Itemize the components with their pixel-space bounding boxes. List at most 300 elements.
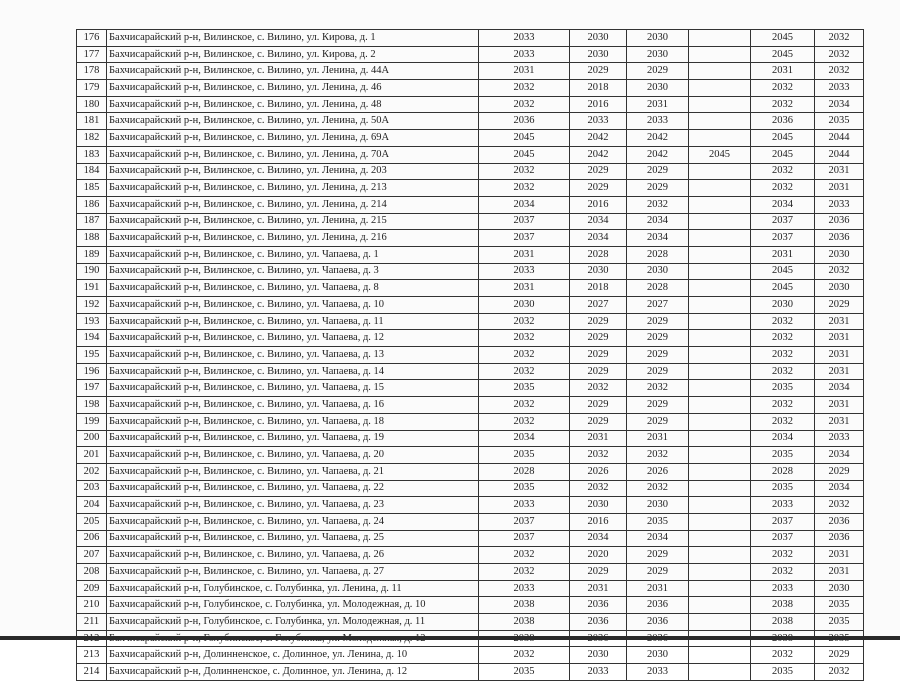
address-cell: Бахчисарайский р-н, Вилинское, с. Вилино, ул. Ленина, д. 203 bbox=[107, 163, 479, 180]
year-cell: 2029 bbox=[570, 397, 627, 414]
year-cell bbox=[689, 180, 751, 197]
address-cell: Бахчисарайский р-н, Вилинское, с. Вилино, ул. Чапаева, д. 21 bbox=[107, 463, 479, 480]
year-cell bbox=[689, 664, 751, 681]
year-cell: 2031 bbox=[570, 430, 627, 447]
year-cell: 2031 bbox=[815, 180, 864, 197]
year-cell: 2042 bbox=[627, 130, 689, 147]
year-cell: 2037 bbox=[751, 213, 815, 230]
row-number-cell: 209 bbox=[77, 580, 107, 597]
address-cell: Бахчисарайский р-н, Вилинское, с. Вилино, ул. Кирова, д. 2 bbox=[107, 46, 479, 63]
year-cell: 2029 bbox=[627, 313, 689, 330]
year-cell: 2037 bbox=[751, 513, 815, 530]
row-number-cell: 187 bbox=[77, 213, 107, 230]
year-cell: 2032 bbox=[479, 564, 570, 581]
address-cell: Бахчисарайский р-н, Вилинское, с. Вилино, ул. Чапаева, д. 13 bbox=[107, 347, 479, 364]
address-cell: Бахчисарайский р-н, Вилинское, с. Вилино, ул. Чапаева, д. 22 bbox=[107, 480, 479, 497]
year-cell bbox=[689, 597, 751, 614]
table-body bbox=[77, 30, 864, 681]
address-cell: Бахчисарайский р-н, Вилинское, с. Вилино, ул. Чапаева, д. 26 bbox=[107, 547, 479, 564]
year-cell: 2032 bbox=[751, 347, 815, 364]
year-cell: 2033 bbox=[751, 580, 815, 597]
year-cell: 2030 bbox=[570, 263, 627, 280]
year-cell: 2036 bbox=[815, 513, 864, 530]
year-cell: 2034 bbox=[479, 196, 570, 213]
year-cell bbox=[689, 380, 751, 397]
year-cell: 2033 bbox=[815, 80, 864, 97]
year-cell: 2031 bbox=[479, 63, 570, 80]
year-cell: 2045 bbox=[751, 263, 815, 280]
year-cell: 2031 bbox=[815, 313, 864, 330]
row-number-cell: 213 bbox=[77, 647, 107, 664]
row-number-cell: 192 bbox=[77, 297, 107, 314]
year-cell bbox=[689, 280, 751, 297]
year-cell bbox=[689, 30, 751, 47]
year-cell: 2032 bbox=[479, 363, 570, 380]
year-cell bbox=[689, 480, 751, 497]
year-cell: 2045 bbox=[751, 280, 815, 297]
address-cell: Бахчисарайский р-н, Вилинское, с. Вилино, ул. Чапаева, д. 12 bbox=[107, 330, 479, 347]
row-number-cell: 197 bbox=[77, 380, 107, 397]
table-row bbox=[77, 96, 864, 113]
year-cell: 2030 bbox=[570, 497, 627, 514]
year-cell: 2034 bbox=[479, 430, 570, 447]
year-cell: 2032 bbox=[751, 330, 815, 347]
year-cell: 2034 bbox=[815, 380, 864, 397]
year-cell: 2016 bbox=[570, 96, 627, 113]
row-number-cell: 199 bbox=[77, 413, 107, 430]
year-cell: 2032 bbox=[815, 497, 864, 514]
year-cell bbox=[689, 547, 751, 564]
year-cell: 2030 bbox=[627, 80, 689, 97]
year-cell: 2033 bbox=[751, 497, 815, 514]
year-cell: 2031 bbox=[627, 580, 689, 597]
year-cell: 2029 bbox=[570, 180, 627, 197]
year-cell: 2032 bbox=[751, 547, 815, 564]
year-cell: 2031 bbox=[570, 580, 627, 597]
row-number-cell: 211 bbox=[77, 614, 107, 631]
year-cell: 2034 bbox=[570, 213, 627, 230]
year-cell: 2033 bbox=[479, 497, 570, 514]
address-cell: Бахчисарайский р-н, Вилинское, с. Вилино, ул. Чапаева, д. 24 bbox=[107, 513, 479, 530]
year-cell: 2030 bbox=[627, 30, 689, 47]
address-cell: Бахчисарайский р-н, Вилинское, с. Вилино, ул. Ленина, д. 216 bbox=[107, 230, 479, 247]
year-cell: 2030 bbox=[627, 497, 689, 514]
year-cell: 2038 bbox=[479, 597, 570, 614]
address-cell: Бахчисарайский р-н, Вилинское, с. Вилино, ул. Чапаева, д. 15 bbox=[107, 380, 479, 397]
year-cell: 2032 bbox=[479, 647, 570, 664]
year-cell: 2034 bbox=[751, 430, 815, 447]
year-cell: 2031 bbox=[815, 413, 864, 430]
year-cell bbox=[689, 196, 751, 213]
year-cell: 2031 bbox=[627, 96, 689, 113]
row-number-cell: 190 bbox=[77, 263, 107, 280]
address-cell: Бахчисарайский р-н, Вилинское, с. Вилино, ул. Чапаева, д. 10 bbox=[107, 297, 479, 314]
year-cell bbox=[689, 330, 751, 347]
year-cell: 2037 bbox=[479, 513, 570, 530]
year-cell bbox=[689, 497, 751, 514]
year-cell: 2032 bbox=[479, 547, 570, 564]
year-cell: 2031 bbox=[815, 330, 864, 347]
table-row bbox=[77, 513, 864, 530]
year-cell: 2036 bbox=[815, 230, 864, 247]
year-cell: 2032 bbox=[815, 263, 864, 280]
year-cell: 2029 bbox=[570, 363, 627, 380]
row-number-cell: 177 bbox=[77, 46, 107, 63]
year-cell: 2032 bbox=[479, 330, 570, 347]
year-cell: 2026 bbox=[627, 463, 689, 480]
year-cell: 2032 bbox=[751, 180, 815, 197]
row-number-cell: 194 bbox=[77, 330, 107, 347]
year-cell bbox=[689, 430, 751, 447]
year-cell: 2032 bbox=[627, 380, 689, 397]
year-cell bbox=[689, 263, 751, 280]
row-number-cell: 178 bbox=[77, 63, 107, 80]
year-cell: 2044 bbox=[815, 146, 864, 163]
year-cell: 2029 bbox=[627, 163, 689, 180]
address-cell: Бахчисарайский р-н, Вилинское, с. Вилино, ул. Чапаева, д. 16 bbox=[107, 397, 479, 414]
address-cell: Бахчисарайский р-н, Вилинское, с. Вилино, ул. Кирова, д. 1 bbox=[107, 30, 479, 47]
table-row bbox=[77, 180, 864, 197]
year-cell bbox=[689, 363, 751, 380]
year-cell: 2034 bbox=[815, 447, 864, 464]
year-cell: 2032 bbox=[570, 447, 627, 464]
address-cell: Бахчисарайский р-н, Вилинское, с. Вилино, ул. Чапаева, д. 1 bbox=[107, 246, 479, 263]
year-cell: 2032 bbox=[479, 180, 570, 197]
table-row bbox=[77, 63, 864, 80]
year-cell bbox=[689, 63, 751, 80]
row-number-cell: 206 bbox=[77, 530, 107, 547]
year-cell: 2037 bbox=[479, 213, 570, 230]
table-row bbox=[77, 46, 864, 63]
year-cell: 2042 bbox=[570, 146, 627, 163]
table-row bbox=[77, 146, 864, 163]
year-cell: 2032 bbox=[751, 647, 815, 664]
year-cell: 2016 bbox=[570, 513, 627, 530]
year-cell: 2030 bbox=[570, 647, 627, 664]
year-cell: 2032 bbox=[751, 80, 815, 97]
year-cell: 2027 bbox=[627, 297, 689, 314]
year-cell: 2030 bbox=[751, 297, 815, 314]
year-cell: 2035 bbox=[751, 447, 815, 464]
year-cell: 2032 bbox=[815, 30, 864, 47]
address-cell: Бахчисарайский р-н, Долинненское, с. Долинное, ул. Ленина, д. 10 bbox=[107, 647, 479, 664]
year-cell: 2042 bbox=[570, 130, 627, 147]
year-cell: 2033 bbox=[570, 664, 627, 681]
row-number-cell: 202 bbox=[77, 463, 107, 480]
year-cell: 2031 bbox=[479, 246, 570, 263]
year-cell: 2038 bbox=[751, 597, 815, 614]
year-cell: 2034 bbox=[751, 196, 815, 213]
year-cell bbox=[689, 313, 751, 330]
row-number-cell: 214 bbox=[77, 664, 107, 681]
table-row bbox=[77, 280, 864, 297]
year-cell: 2034 bbox=[815, 96, 864, 113]
year-cell: 2035 bbox=[815, 597, 864, 614]
address-cell: Бахчисарайский р-н, Вилинское, с. Вилино, ул. Чапаева, д. 14 bbox=[107, 363, 479, 380]
row-number-cell: 188 bbox=[77, 230, 107, 247]
year-cell: 2035 bbox=[479, 480, 570, 497]
table-row bbox=[77, 313, 864, 330]
year-cell: 2018 bbox=[570, 80, 627, 97]
row-number-cell: 181 bbox=[77, 113, 107, 130]
row-number-cell: 183 bbox=[77, 146, 107, 163]
year-cell: 2033 bbox=[815, 430, 864, 447]
table-row bbox=[77, 564, 864, 581]
year-cell: 2029 bbox=[570, 63, 627, 80]
address-cell: Бахчисарайский р-н, Голубинское, с. Голубинка, ул. Молодежная, д. 10 bbox=[107, 597, 479, 614]
year-cell: 2035 bbox=[479, 664, 570, 681]
year-cell: 2029 bbox=[627, 63, 689, 80]
row-number-cell: 198 bbox=[77, 397, 107, 414]
table-row bbox=[77, 497, 864, 514]
year-cell: 2032 bbox=[479, 80, 570, 97]
year-cell: 2032 bbox=[751, 564, 815, 581]
year-cell: 2035 bbox=[815, 113, 864, 130]
year-cell: 2032 bbox=[570, 480, 627, 497]
year-cell: 2033 bbox=[815, 196, 864, 213]
year-cell: 2030 bbox=[570, 30, 627, 47]
year-cell: 2045 bbox=[751, 146, 815, 163]
year-cell: 2032 bbox=[627, 480, 689, 497]
year-cell: 2034 bbox=[570, 230, 627, 247]
year-cell: 2029 bbox=[627, 397, 689, 414]
year-cell: 2032 bbox=[815, 664, 864, 681]
address-cell: Бахчисарайский р-н, Вилинское, с. Вилино, ул. Чапаева, д. 25 bbox=[107, 530, 479, 547]
year-cell: 2045 bbox=[479, 146, 570, 163]
year-cell: 2029 bbox=[627, 363, 689, 380]
table-row bbox=[77, 380, 864, 397]
year-cell bbox=[689, 447, 751, 464]
year-cell bbox=[689, 213, 751, 230]
row-number-cell: 186 bbox=[77, 196, 107, 213]
table-row bbox=[77, 480, 864, 497]
year-cell bbox=[689, 130, 751, 147]
row-number-cell: 204 bbox=[77, 497, 107, 514]
year-cell: 2026 bbox=[570, 463, 627, 480]
table-row bbox=[77, 196, 864, 213]
year-cell: 2034 bbox=[815, 480, 864, 497]
year-cell: 2038 bbox=[479, 614, 570, 631]
year-cell: 2032 bbox=[815, 63, 864, 80]
year-cell: 2045 bbox=[751, 46, 815, 63]
year-cell: 2028 bbox=[627, 280, 689, 297]
year-cell: 2030 bbox=[627, 263, 689, 280]
address-cell: Бахчисарайский р-н, Вилинское, с. Вилино, ул. Чапаева, д. 18 bbox=[107, 413, 479, 430]
address-cell: Бахчисарайский р-н, Вилинское, с. Вилино, ул. Ленина, д. 50А bbox=[107, 113, 479, 130]
year-cell: 2030 bbox=[627, 46, 689, 63]
address-cell: Бахчисарайский р-н, Вилинское, с. Вилино, ул. Ленина, д. 213 bbox=[107, 180, 479, 197]
year-cell: 2032 bbox=[627, 447, 689, 464]
table-row bbox=[77, 263, 864, 280]
year-cell: 2018 bbox=[570, 280, 627, 297]
table-row bbox=[77, 413, 864, 430]
year-cell: 2028 bbox=[627, 246, 689, 263]
year-cell bbox=[689, 513, 751, 530]
table-row bbox=[77, 463, 864, 480]
table-row bbox=[77, 397, 864, 414]
address-cell: Бахчисарайский р-н, Вилинское, с. Вилино, ул. Чапаева, д. 8 bbox=[107, 280, 479, 297]
year-cell: 2035 bbox=[479, 447, 570, 464]
address-cell: Бахчисарайский р-н, Вилинское, с. Вилино, ул. Ленина, д. 70А bbox=[107, 146, 479, 163]
year-cell: 2029 bbox=[570, 347, 627, 364]
year-cell: 2031 bbox=[815, 347, 864, 364]
year-cell: 2032 bbox=[479, 163, 570, 180]
year-cell: 2031 bbox=[815, 163, 864, 180]
row-number-cell: 189 bbox=[77, 246, 107, 263]
year-cell bbox=[689, 246, 751, 263]
year-cell: 2032 bbox=[479, 397, 570, 414]
year-cell: 2028 bbox=[479, 463, 570, 480]
year-cell: 2036 bbox=[570, 614, 627, 631]
year-cell: 2035 bbox=[751, 480, 815, 497]
address-cell: Бахчисарайский р-н, Вилинское, с. Вилино, ул. Чапаева, д. 19 bbox=[107, 430, 479, 447]
year-cell: 2032 bbox=[751, 163, 815, 180]
year-cell bbox=[689, 397, 751, 414]
year-cell: 2042 bbox=[627, 146, 689, 163]
year-cell bbox=[689, 113, 751, 130]
year-cell: 2035 bbox=[751, 380, 815, 397]
housing-repair-schedule-table bbox=[76, 29, 864, 681]
year-cell: 2036 bbox=[815, 213, 864, 230]
row-number-cell: 182 bbox=[77, 130, 107, 147]
table-row bbox=[77, 113, 864, 130]
year-cell: 2045 bbox=[751, 30, 815, 47]
year-cell bbox=[689, 347, 751, 364]
table-row bbox=[77, 664, 864, 681]
row-number-cell: 210 bbox=[77, 597, 107, 614]
year-cell: 2036 bbox=[815, 530, 864, 547]
year-cell: 2031 bbox=[815, 363, 864, 380]
year-cell: 2038 bbox=[751, 614, 815, 631]
row-number-cell: 201 bbox=[77, 447, 107, 464]
table-row bbox=[77, 597, 864, 614]
address-cell: Бахчисарайский р-н, Вилинское, с. Вилино, ул. Чапаева, д. 23 bbox=[107, 497, 479, 514]
year-cell: 2031 bbox=[815, 397, 864, 414]
row-number-cell: 203 bbox=[77, 480, 107, 497]
address-cell: Бахчисарайский р-н, Вилинское, с. Вилино, ул. Чапаева, д. 3 bbox=[107, 263, 479, 280]
row-number-cell: 205 bbox=[77, 513, 107, 530]
year-cell bbox=[689, 530, 751, 547]
year-cell bbox=[689, 564, 751, 581]
address-cell: Бахчисарайский р-н, Вилинское, с. Вилино, ул. Ленина, д. 214 bbox=[107, 196, 479, 213]
year-cell: 2033 bbox=[570, 113, 627, 130]
year-cell: 2032 bbox=[751, 397, 815, 414]
year-cell: 2032 bbox=[751, 363, 815, 380]
address-cell: Бахчисарайский р-н, Вилинское, с. Вилино, ул. Чапаева, д. 11 bbox=[107, 313, 479, 330]
year-cell: 2031 bbox=[479, 280, 570, 297]
address-cell: Бахчисарайский р-н, Голубинское, с. Голубинка, ул. Ленина, д. 11 bbox=[107, 580, 479, 597]
address-cell: Бахчисарайский р-н, Вилинское, с. Вилино, ул. Ленина, д. 215 bbox=[107, 213, 479, 230]
year-cell: 2035 bbox=[815, 614, 864, 631]
table-row bbox=[77, 246, 864, 263]
year-cell: 2030 bbox=[627, 647, 689, 664]
row-number-cell: 193 bbox=[77, 313, 107, 330]
table-row bbox=[77, 347, 864, 364]
year-cell: 2037 bbox=[479, 230, 570, 247]
year-cell: 2032 bbox=[627, 196, 689, 213]
address-cell: Бахчисарайский р-н, Голубинское, с. Голубинка, ул. Молодежная, д. 11 bbox=[107, 614, 479, 631]
year-cell: 2032 bbox=[751, 313, 815, 330]
year-cell bbox=[689, 96, 751, 113]
row-number-cell: 184 bbox=[77, 163, 107, 180]
year-cell: 2031 bbox=[815, 564, 864, 581]
year-cell: 2034 bbox=[627, 530, 689, 547]
year-cell: 2036 bbox=[570, 597, 627, 614]
year-cell: 2036 bbox=[627, 597, 689, 614]
address-cell: Бахчисарайский р-н, Вилинское, с. Вилино, ул. Ленина, д. 48 bbox=[107, 96, 479, 113]
year-cell: 2032 bbox=[815, 46, 864, 63]
year-cell: 2029 bbox=[627, 413, 689, 430]
year-cell: 2030 bbox=[479, 297, 570, 314]
address-cell: Бахчисарайский р-н, Вилинское, с. Вилино, ул. Чапаева, д. 27 bbox=[107, 564, 479, 581]
table-row bbox=[77, 213, 864, 230]
year-cell bbox=[689, 297, 751, 314]
year-cell: 2033 bbox=[627, 113, 689, 130]
table-row bbox=[77, 447, 864, 464]
year-cell: 2032 bbox=[479, 347, 570, 364]
year-cell: 2027 bbox=[570, 297, 627, 314]
year-cell bbox=[689, 647, 751, 664]
year-cell: 2029 bbox=[627, 347, 689, 364]
row-number-cell: 176 bbox=[77, 30, 107, 47]
year-cell: 2036 bbox=[479, 113, 570, 130]
table-row bbox=[77, 230, 864, 247]
year-cell bbox=[689, 163, 751, 180]
table-row bbox=[77, 330, 864, 347]
row-number-cell: 180 bbox=[77, 96, 107, 113]
address-cell: Бахчисарайский р-н, Вилинское, с. Вилино, ул. Ленина, д. 69А bbox=[107, 130, 479, 147]
year-cell: 2033 bbox=[479, 263, 570, 280]
year-cell: 2031 bbox=[627, 430, 689, 447]
year-cell: 2030 bbox=[815, 580, 864, 597]
year-cell: 2035 bbox=[479, 380, 570, 397]
year-cell: 2044 bbox=[815, 130, 864, 147]
table-row bbox=[77, 363, 864, 380]
year-cell: 2030 bbox=[815, 280, 864, 297]
year-cell: 2029 bbox=[570, 313, 627, 330]
year-cell: 2033 bbox=[479, 580, 570, 597]
year-cell bbox=[689, 46, 751, 63]
year-cell: 2028 bbox=[751, 463, 815, 480]
row-number-cell: 208 bbox=[77, 564, 107, 581]
table-row bbox=[77, 647, 864, 664]
table-row bbox=[77, 30, 864, 47]
year-cell: 2032 bbox=[479, 413, 570, 430]
year-cell: 2033 bbox=[627, 664, 689, 681]
year-cell: 2032 bbox=[479, 96, 570, 113]
year-cell: 2029 bbox=[627, 180, 689, 197]
address-cell: Бахчисарайский р-н, Вилинское, с. Вилино, ул. Ленина, д. 46 bbox=[107, 80, 479, 97]
year-cell bbox=[689, 614, 751, 631]
address-cell: Бахчисарайский р-н, Вилинское, с. Вилино, ул. Чапаева, д. 20 bbox=[107, 447, 479, 464]
year-cell: 2032 bbox=[479, 313, 570, 330]
year-cell: 2034 bbox=[627, 213, 689, 230]
year-cell: 2029 bbox=[570, 564, 627, 581]
year-cell: 2029 bbox=[627, 330, 689, 347]
row-number-cell: 196 bbox=[77, 363, 107, 380]
year-cell: 2035 bbox=[627, 513, 689, 530]
year-cell bbox=[689, 580, 751, 597]
table-row bbox=[77, 614, 864, 631]
year-cell: 2034 bbox=[570, 530, 627, 547]
table-row bbox=[77, 580, 864, 597]
year-cell: 2029 bbox=[815, 297, 864, 314]
table-row bbox=[77, 163, 864, 180]
scan-bottom-edge bbox=[0, 636, 900, 640]
address-cell: Бахчисарайский р-н, Вилинское, с. Вилино, ул. Ленина, д. 44А bbox=[107, 63, 479, 80]
address-cell: Бахчисарайский р-н, Долинненское, с. Долинное, ул. Ленина, д. 12 bbox=[107, 664, 479, 681]
year-cell: 2028 bbox=[570, 246, 627, 263]
